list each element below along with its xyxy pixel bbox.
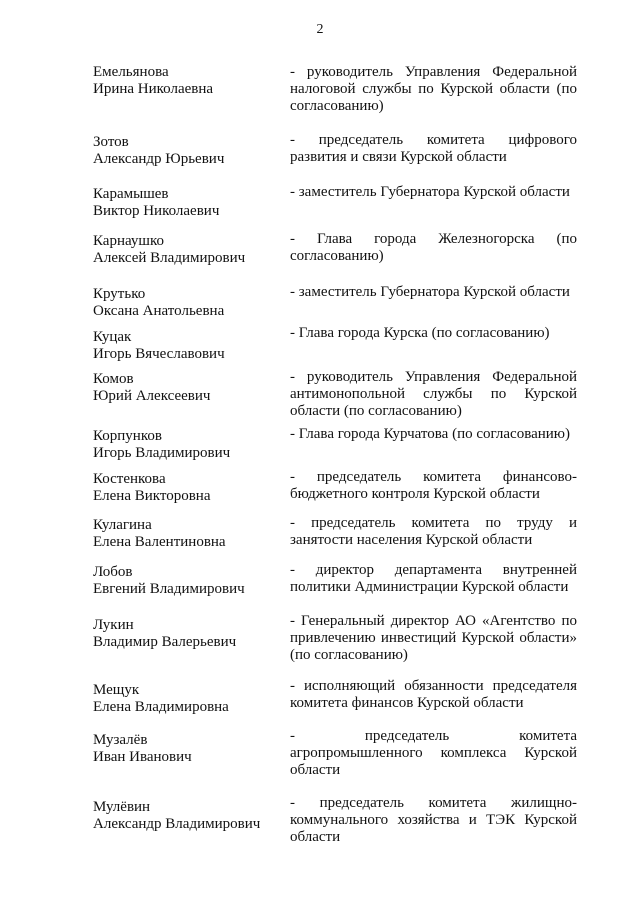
position-description: - председатель комитета финансово-бюджетного контроля Курской области — [290, 469, 577, 502]
person-name — [93, 517, 283, 551]
first-and-patronymic: Ирина Николаевна — [93, 81, 214, 97]
first-and-patronymic: Оксана Анатольевна — [93, 303, 225, 319]
surname: Куцак — [93, 329, 132, 345]
person-name — [93, 329, 283, 363]
person-name — [93, 286, 283, 320]
person-name — [93, 134, 283, 168]
surname: Мулёвин — [93, 799, 151, 815]
first-and-patronymic: Игорь Владимирович — [93, 445, 231, 461]
person-name — [93, 617, 283, 651]
position-description: - Генеральный директор АО «Агентство по привлечению инвестиций Курской области» (по согласованию) — [290, 613, 577, 663]
position-description: - заместитель Губернатора Курской области — [290, 284, 570, 300]
person-name — [93, 799, 283, 833]
position-description: - председатель комитета цифрового развития и связи Курской области — [290, 132, 577, 165]
person-name — [93, 186, 283, 220]
person-name — [93, 428, 283, 462]
position-description: - Глава города Курска (по согласованию) — [290, 325, 550, 341]
first-and-patronymic: Иван Иванович — [93, 749, 192, 765]
person-name — [93, 371, 283, 405]
surname: Лукин — [93, 617, 134, 633]
position-description: - директор департамента внутренней политики Администрации Курской области — [290, 562, 577, 595]
position-description: - председатель комитета по труду и занятости населения Курской области — [290, 515, 577, 548]
person-name — [93, 682, 283, 716]
surname: Костенкова — [93, 471, 166, 487]
first-and-patronymic: Елена Валентиновна — [93, 534, 226, 550]
person-name — [93, 64, 283, 98]
surname: Карнаушко — [93, 233, 164, 249]
first-and-patronymic: Игорь Вячеславович — [93, 346, 225, 362]
person-name — [93, 471, 283, 505]
first-and-patronymic: Елена Викторовна — [93, 488, 211, 504]
first-and-patronymic: Виктор Николаевич — [93, 203, 220, 219]
surname: Мещук — [93, 682, 140, 698]
surname: Кулагина — [93, 517, 152, 533]
first-and-patronymic: Елена Владимировна — [93, 699, 229, 715]
position-description: - исполняющий обязанности председателя комитета финансов Курской области — [290, 678, 577, 711]
position-description: - Глава города Железногорска (по согласованию) — [290, 231, 577, 264]
person-name — [93, 732, 283, 766]
surname: Лобов — [93, 564, 133, 580]
surname: Музалёв — [93, 732, 148, 748]
surname: Емельянова — [93, 64, 169, 80]
position-description: - Глава города Курчатова (по согласованию) — [290, 426, 570, 442]
page-number: 2 — [316, 22, 324, 37]
first-and-patronymic: Евгений Владимирович — [93, 581, 245, 597]
surname: Крутько — [93, 286, 146, 302]
first-and-patronymic: Алексей Владимирович — [93, 250, 246, 266]
first-and-patronymic: Александр Юрьевич — [93, 151, 225, 167]
position-description: - руководитель Управления Федеральной антимонопольной службы по Курской области (по согласованию) — [290, 369, 577, 419]
surname: Комов — [93, 371, 134, 387]
surname: Корпунков — [93, 428, 162, 444]
first-and-patronymic: Юрий Алексеевич — [93, 388, 211, 404]
position-description: - председатель комитета агропромышленного комплекса Курской области — [290, 728, 577, 778]
position-description: - заместитель Губернатора Курской области — [290, 184, 570, 200]
surname: Карамышев — [93, 186, 169, 202]
position-description: - руководитель Управления Федеральной налоговой службы по Курской области (по согласованию) — [290, 64, 577, 114]
first-and-patronymic: Владимир Валерьевич — [93, 634, 237, 650]
first-and-patronymic: Александр Владимирович — [93, 816, 261, 832]
person-name — [93, 564, 283, 598]
person-name — [93, 233, 283, 267]
position-description: - председатель комитета жилищно-коммунального хозяйства и ТЭК Курской области — [290, 795, 577, 845]
surname: Зотов — [93, 134, 129, 150]
